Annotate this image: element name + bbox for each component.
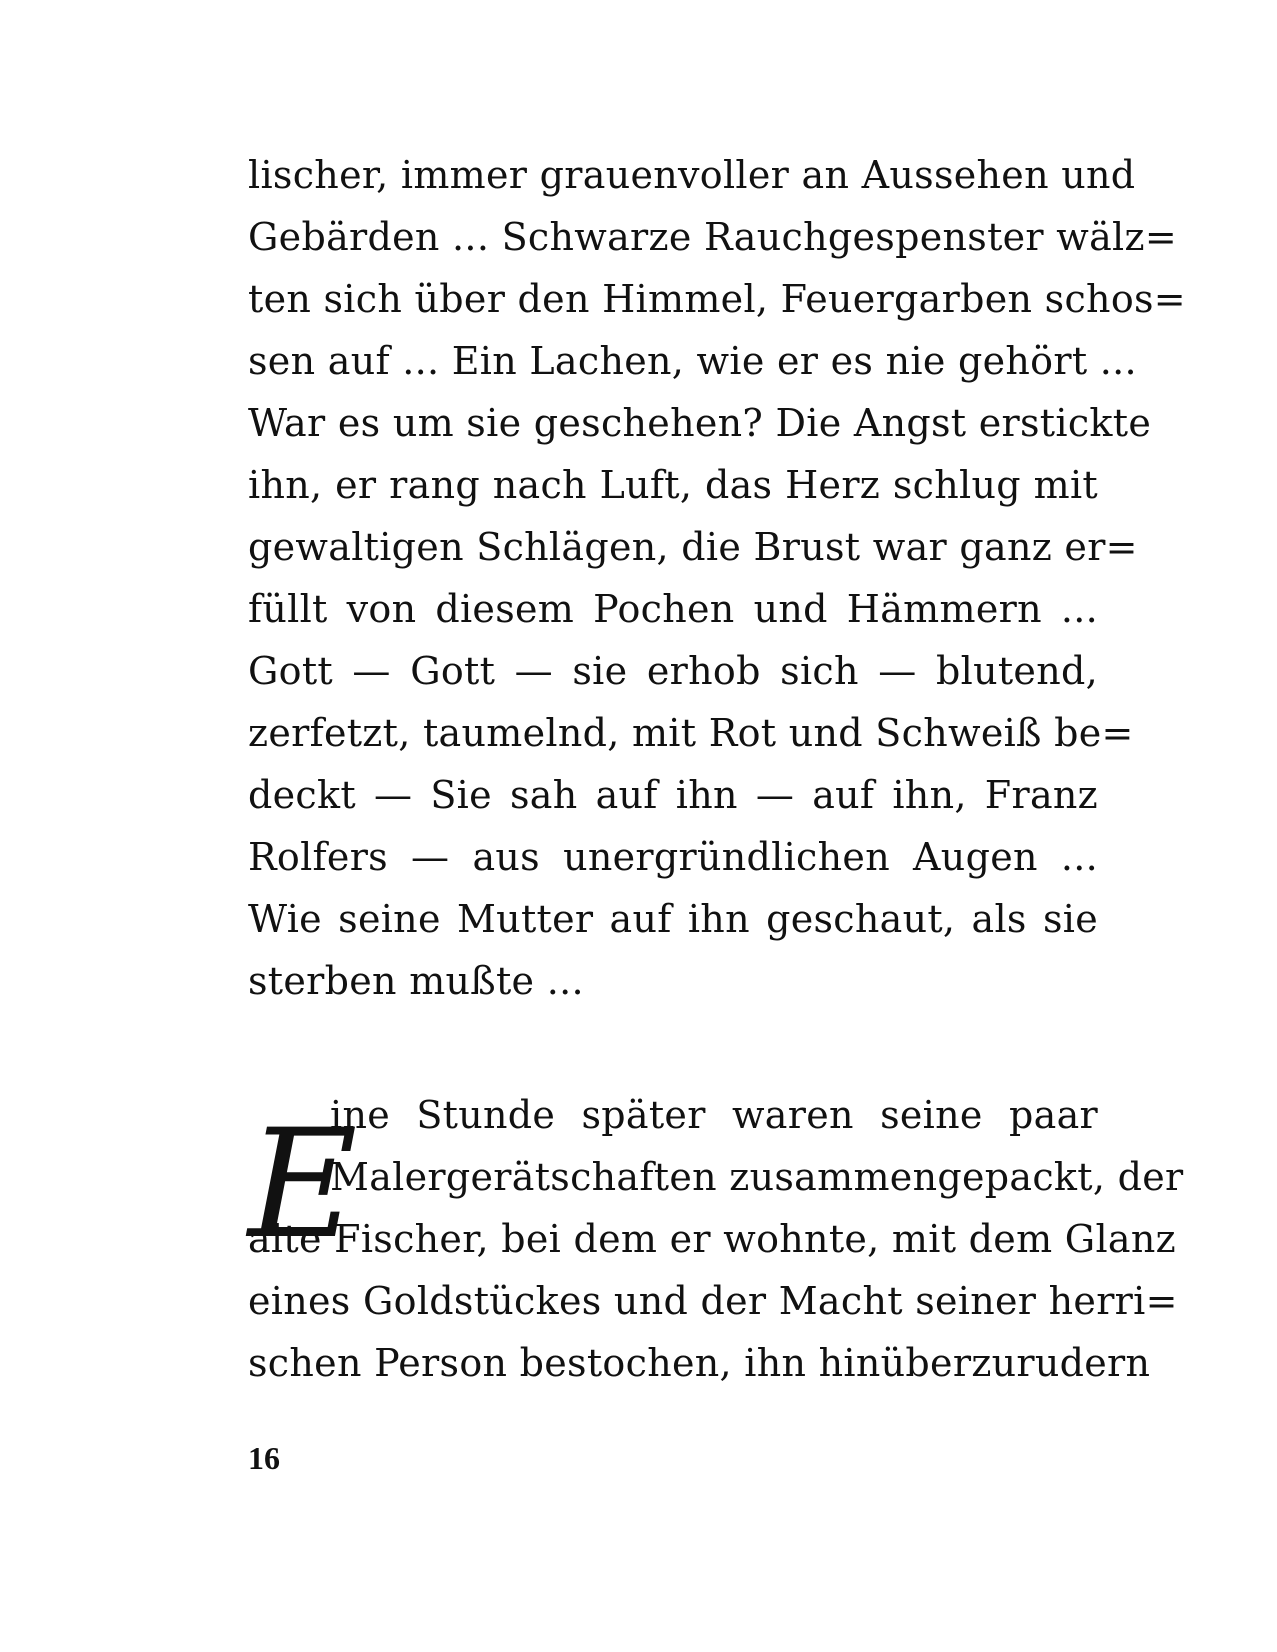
text-line: sterben mußte ...	[248, 959, 584, 1003]
text-line: ten sich über den Himmel, Feuergarben schos=	[248, 277, 1186, 321]
text-line: Malergerätschaften zusammengepackt, der	[330, 1155, 1184, 1199]
text-line: Gebärden ... Schwarze Rauchgespenster wälz=	[248, 215, 1177, 259]
text-line: ihn, er rang nach Luft, das Herz schlug mit	[248, 463, 1098, 507]
text-line: eines Goldstückes und der Macht seiner herri=	[248, 1279, 1178, 1323]
text-line: Rolfers — aus unergründlichen Augen ...	[248, 835, 1098, 879]
text-line: War es um sie geschehen? Die Angst erstickte	[248, 401, 1152, 445]
text-line: zerfetzt, taumelnd, mit Rot und Schweiß be=	[248, 711, 1134, 755]
text-line: schen Person bestochen, ihn hinüberzurudern	[248, 1341, 1151, 1385]
text-line: deckt — Sie sah auf ihn — auf ihn, Franz	[248, 773, 1098, 817]
text-line: sen auf ... Ein Lachen, wie er es nie gehört ...	[248, 339, 1137, 383]
drop-cap: E	[248, 1098, 358, 1272]
text-line: lischer, immer grauenvoller an Aussehen und	[248, 153, 1136, 197]
text-line: gewaltigen Schlägen, die Brust war ganz er=	[248, 525, 1138, 569]
text-line: Wie seine Mutter auf ihn geschaut, als sie	[248, 897, 1098, 941]
text-line: alte Fischer, bei dem er wohnte, mit dem Glanz	[248, 1217, 1176, 1261]
text-line: füllt von diesem Pochen und Hämmern ...	[248, 587, 1098, 631]
text-line: ine Stunde später waren seine paar	[330, 1093, 1098, 1137]
text-line: Gott — Gott — sie erhob sich — blutend,	[248, 649, 1098, 693]
page-number: 16	[248, 1440, 280, 1476]
